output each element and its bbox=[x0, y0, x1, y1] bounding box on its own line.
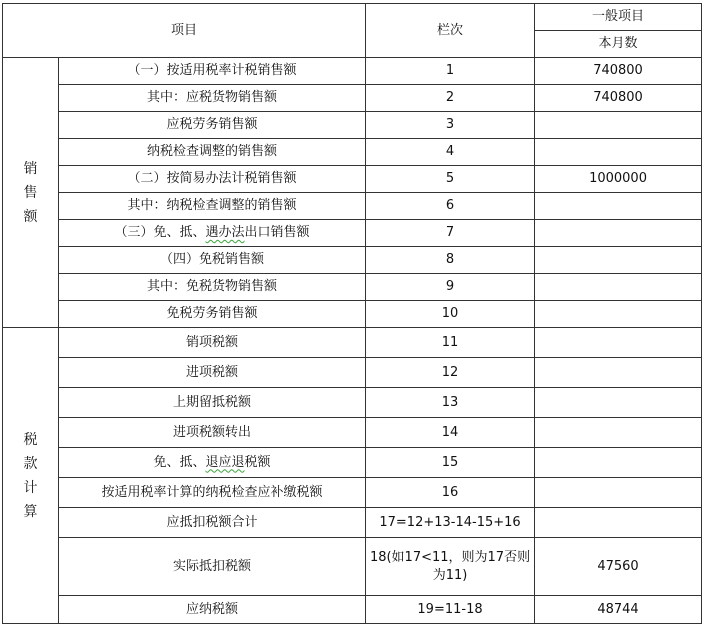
row-value bbox=[535, 301, 702, 328]
row-no: 3 bbox=[366, 112, 535, 139]
row-value bbox=[535, 328, 702, 358]
row-value bbox=[535, 478, 702, 508]
row-no: 1 bbox=[366, 58, 535, 85]
row-no: 5 bbox=[366, 166, 535, 193]
row-value bbox=[535, 358, 702, 388]
table-row bbox=[3, 538, 702, 596]
row-value bbox=[535, 139, 702, 166]
row-no: 8 bbox=[366, 247, 535, 274]
row-no: 19=11-18 bbox=[366, 596, 535, 624]
row-label: 纳税检查调整的销售额 bbox=[59, 139, 366, 166]
row-label: 销项税额 bbox=[59, 328, 366, 358]
row-no: 14 bbox=[366, 418, 535, 448]
row-value: 740800 bbox=[535, 85, 702, 112]
row-label: 免、抵、退应退税额 bbox=[59, 448, 366, 478]
row-value bbox=[535, 274, 702, 301]
row-value: 740800 bbox=[535, 58, 702, 85]
row-value bbox=[535, 112, 702, 139]
row-label: 其中：应税货物销售额 bbox=[59, 85, 366, 112]
row-value: 1000000 bbox=[535, 166, 702, 193]
row-value bbox=[535, 448, 702, 478]
row-value bbox=[535, 247, 702, 274]
row-value: 47560 bbox=[535, 538, 702, 596]
row-label: （三）免、抵、遇办法出口销售额 bbox=[59, 220, 366, 247]
table-row bbox=[3, 193, 702, 220]
row-no: 18(如17<11，则为17否则为11) bbox=[366, 538, 535, 596]
table-row bbox=[3, 58, 702, 85]
row-label: 其中：纳税检查调整的销售额 bbox=[59, 193, 366, 220]
row-value: 48744 bbox=[535, 596, 702, 624]
row-no: 4 bbox=[366, 139, 535, 166]
table-row bbox=[3, 508, 702, 538]
row-label: 应税劳务销售额 bbox=[59, 112, 366, 139]
table-row bbox=[3, 448, 702, 478]
row-value bbox=[535, 508, 702, 538]
row-label: （一）按适用税率计税销售额 bbox=[59, 58, 366, 85]
group-tax-label: 税 款 计 算 bbox=[3, 328, 59, 624]
table-row bbox=[3, 388, 702, 418]
row-value bbox=[535, 418, 702, 448]
row-value bbox=[535, 388, 702, 418]
row-label: （四）免税销售额 bbox=[59, 247, 366, 274]
row-no: 17=12+13-14-15+16 bbox=[366, 508, 535, 538]
header-column-no: 栏次 bbox=[366, 4, 535, 58]
row-label: （二）按简易办法计税销售额 bbox=[59, 166, 366, 193]
row-no: 6 bbox=[366, 193, 535, 220]
row-no: 11 bbox=[366, 328, 535, 358]
header-general-item: 一般项目 bbox=[535, 4, 702, 31]
row-no: 16 bbox=[366, 478, 535, 508]
row-label: 应抵扣税额合计 bbox=[59, 508, 366, 538]
row-no: 15 bbox=[366, 448, 535, 478]
table-row bbox=[3, 139, 702, 166]
header-item: 项目 bbox=[3, 4, 366, 58]
table-row bbox=[3, 274, 702, 301]
table-row bbox=[3, 358, 702, 388]
row-label: 进项税额转出 bbox=[59, 418, 366, 448]
row-label: 应纳税额 bbox=[59, 596, 366, 624]
row-label: 按适用税率计算的纳税检查应补缴税额 bbox=[59, 478, 366, 508]
row-value bbox=[535, 220, 702, 247]
row-no: 7 bbox=[366, 220, 535, 247]
row-no: 9 bbox=[366, 274, 535, 301]
row-label: 进项税额 bbox=[59, 358, 366, 388]
table-row bbox=[3, 166, 702, 193]
row-label: 上期留抵税额 bbox=[59, 388, 366, 418]
table-row bbox=[3, 85, 702, 112]
row-label: 免税劳务销售额 bbox=[59, 301, 366, 328]
header-this-month: 本月数 bbox=[535, 31, 702, 58]
table-row bbox=[3, 328, 702, 358]
table-row bbox=[3, 596, 702, 624]
vat-table bbox=[2, 3, 702, 624]
row-no: 13 bbox=[366, 388, 535, 418]
group-sales-label: 销 售 额 bbox=[3, 58, 59, 328]
row-label: 实际抵扣税额 bbox=[59, 538, 366, 596]
table-row bbox=[3, 220, 702, 247]
row-no: 10 bbox=[366, 301, 535, 328]
table-row bbox=[3, 247, 702, 274]
table-row bbox=[3, 478, 702, 508]
row-label: 其中：免税货物销售额 bbox=[59, 274, 366, 301]
row-value bbox=[535, 193, 702, 220]
table-row bbox=[3, 418, 702, 448]
table-row bbox=[3, 112, 702, 139]
row-no: 12 bbox=[366, 358, 535, 388]
row-no: 2 bbox=[366, 85, 535, 112]
table-row bbox=[3, 301, 702, 328]
